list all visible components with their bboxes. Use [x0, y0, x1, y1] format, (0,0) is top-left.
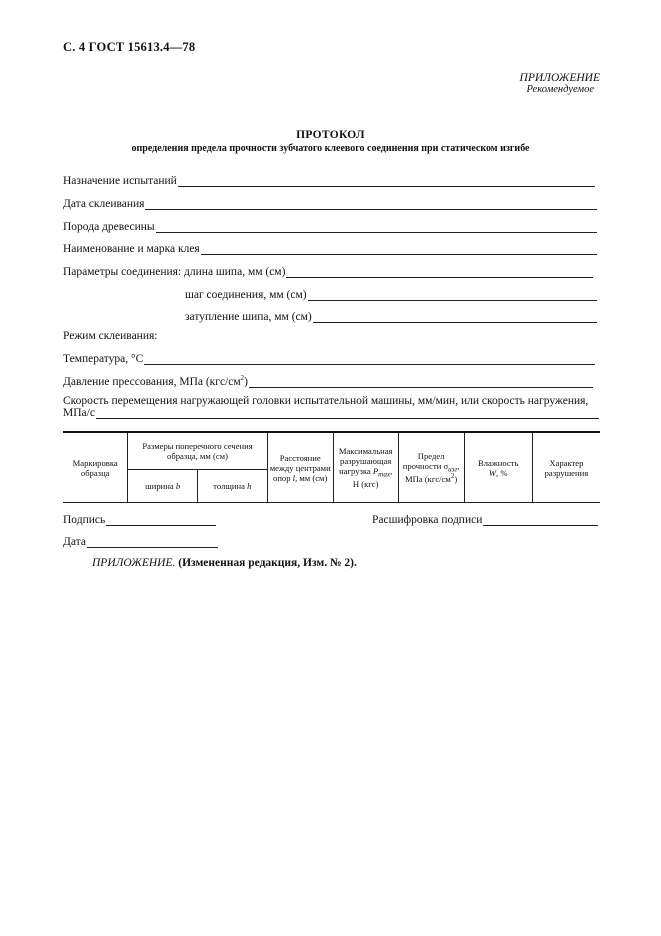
- field-speed-unit: МПа/с: [63, 407, 95, 419]
- signature-line[interactable]: [106, 514, 216, 526]
- field-params: [63, 264, 593, 278]
- field-pressure-label: Давление прессования, МПа $(кгс/см^2)$: [63, 374, 249, 388]
- results-table: [63, 431, 600, 503]
- signature-label: Подпись: [63, 514, 106, 526]
- signature-decode-field: [372, 512, 598, 526]
- appendix-status: Рекомендуемое: [526, 84, 594, 95]
- page-header: С. 4 ГОСТ 15613.4—78: [63, 40, 196, 54]
- field-glue: [63, 241, 597, 255]
- field-temp-label: Температура, °С: [63, 353, 144, 365]
- field-date: [63, 196, 597, 210]
- field-date-label: Дата склеивания: [63, 198, 145, 210]
- field-wood: [63, 219, 597, 233]
- field-purpose-line[interactable]: [178, 175, 595, 187]
- appendix-label: [520, 72, 600, 96]
- field-purpose: [63, 173, 595, 187]
- field-params-line[interactable]: [286, 266, 593, 278]
- field-date-line[interactable]: [145, 198, 597, 210]
- field-wood-label: Порода древесины: [63, 221, 155, 233]
- signature-decode-label: Расшифровка подписи: [372, 514, 483, 526]
- field-pitch-label: шаг соединения, мм (см): [185, 289, 307, 301]
- th-failure: Характер разрушения: [532, 432, 600, 503]
- signature-date-line[interactable]: [87, 536, 218, 548]
- field-pitch-line[interactable]: [308, 289, 597, 301]
- mode-label: Режим склеивания:: [63, 330, 158, 342]
- field-temp-line[interactable]: [144, 353, 595, 365]
- field-pitch: [185, 287, 597, 301]
- field-purpose-label: Назначение испытаний: [63, 175, 177, 187]
- protocol-subtitle: определения предела прочности зубчатого клеевого соединения при статическом изгибе: [131, 143, 530, 154]
- field-pressure: [63, 374, 593, 388]
- field-speed-label: Скорость перемещения нагружающей головки испытательной машины, мм/мин, или скорость нагружения,: [63, 395, 589, 407]
- field-wood-line[interactable]: [156, 221, 597, 233]
- field-temp: [63, 351, 595, 365]
- th-distance: Расстояние между центрами опор l, мм (см): [267, 432, 333, 503]
- th-moisture: Влажность W, %: [464, 432, 532, 503]
- field-blunt-line[interactable]: [313, 311, 597, 323]
- field-blunt: [185, 309, 597, 323]
- signature-date-field: [63, 534, 218, 548]
- field-speed-line[interactable]: [96, 408, 599, 419]
- appendix-title: ПРИЛОЖЕНИЕ: [519, 72, 600, 84]
- amendment-note: ПРИЛОЖЕНИЕ. (Измененная редакция, Изм. № 2).: [92, 557, 357, 569]
- th-sizes: Размеры поперечного сечения образца, мм (см): [128, 432, 267, 470]
- signature-date-label: Дата: [63, 536, 86, 548]
- th-strength: Предел прочности $\sigma_{изг}$, МПа $(кгс/см^2)$: [398, 432, 464, 503]
- field-glue-label: Наименование и марка клея: [63, 243, 200, 255]
- field-params-label: Параметры соединения: длина шипа, мм (см): [63, 266, 286, 278]
- th-load: Максимальная разрушающая нагрузка $P_{max}$, Н (кгс): [333, 432, 398, 503]
- th-marking: Маркировка образца: [63, 432, 128, 503]
- signature-field: [63, 512, 216, 526]
- th-width: ширина b: [128, 470, 198, 503]
- protocol-title: ПРОТОКОЛ: [296, 129, 365, 141]
- signature-decode-line[interactable]: [483, 514, 598, 526]
- field-speed: [63, 395, 599, 419]
- field-pressure-line[interactable]: [249, 376, 593, 388]
- field-glue-line[interactable]: [201, 243, 597, 255]
- th-thickness: толщина h: [197, 470, 267, 503]
- field-blunt-label: затупление шипа, мм (см): [185, 311, 312, 323]
